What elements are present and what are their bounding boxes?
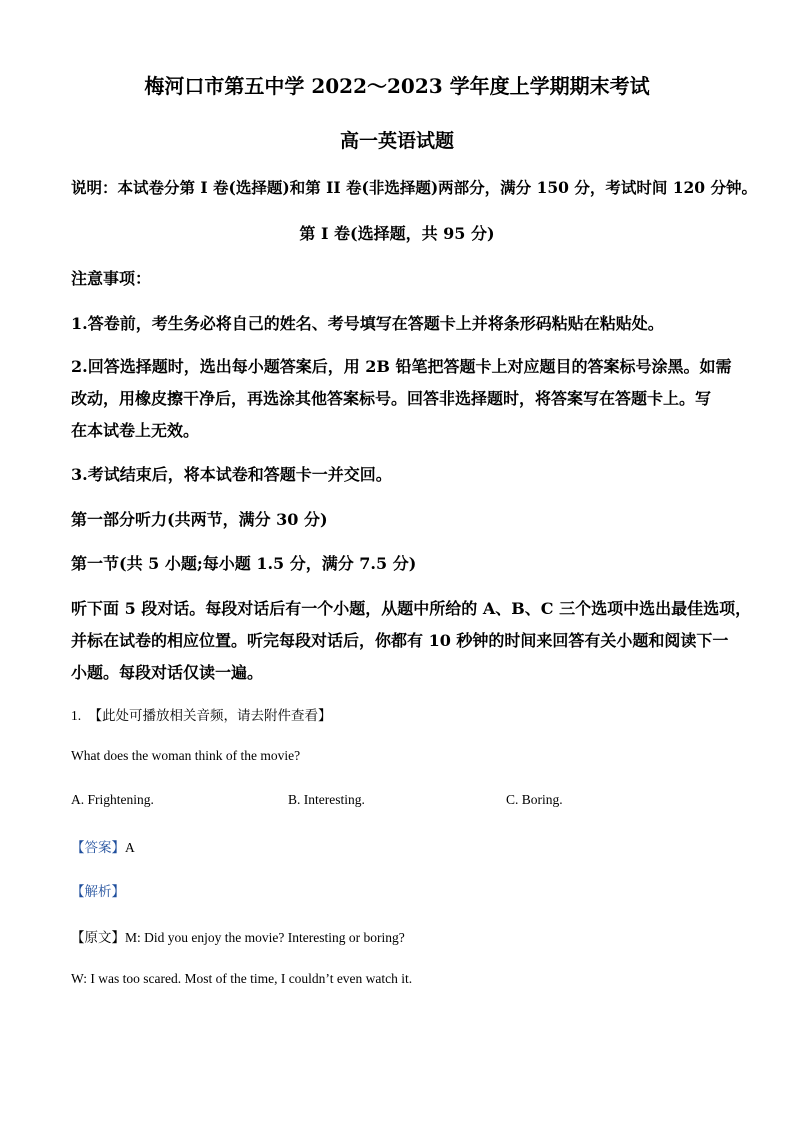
- question-number: 1.: [71, 708, 82, 723]
- exam-note: 说明：本试卷分第 I 卷(选择题)和第 II 卷(非选择题)两部分，满分 150 分，考试时间 120 分钟。: [71, 178, 757, 197]
- attention-item-2-line-2: 改动，用橡皮擦干净后，再选涂其他答案标号。回答非选择题时，将答案写在答题卡上。写: [71, 389, 712, 408]
- option-c: C. Boring.: [506, 792, 563, 807]
- exam-subtitle: 高一英语试题: [339, 130, 454, 152]
- original-m-line: M: Did you enjoy the movie? Interesting or boring?: [125, 930, 405, 945]
- attention-item-2-line-3: 在本试卷上无效。: [71, 421, 200, 440]
- attention-item-1: 1.答卷前，考生务必将自己的姓名、考号填写在答题卡上并将条形码粘贴在粘贴处。: [71, 314, 664, 333]
- volume-title: 第 I 卷(选择题，共 95 分): [299, 224, 495, 243]
- option-a: A. Frightening.: [71, 792, 154, 807]
- question-1-header: [71, 704, 332, 724]
- analysis-label: 【解析】: [71, 884, 125, 899]
- option-b: B. Interesting.: [288, 792, 365, 807]
- original-text-w: W: I was too scared. Most of the time, I couldn’t even watch it.: [71, 971, 413, 986]
- answer-line: [71, 836, 135, 856]
- instructions-line-3: 小题。每段对话仅读一遍。: [71, 663, 264, 682]
- original-text-m: [71, 926, 405, 946]
- attention-heading: 注意事项：: [71, 269, 152, 288]
- original-label: 【原文】: [71, 930, 125, 945]
- exam-title: 梅河口市第五中学 2022～2023 学年度上学期期末考试: [144, 74, 650, 98]
- question-1-stem: What does the woman think of the movie?: [71, 748, 301, 763]
- instructions-line-1: 听下面 5 段对话。每段对话后有一个小题，从题中所给的 A、B、C 三个选项中选出最佳选项，: [71, 599, 752, 618]
- instructions-line-2: 并标在试卷的相应位置。听完每段对话后，你都有 10 秒钟的时间来回答有关小题和阅读下一: [71, 631, 729, 650]
- answer-value: A: [125, 840, 135, 855]
- attention-item-2-line-1: 2.回答选择题时，选出每小题答案后，用 2B 铅笔把答题卡上对应题目的答案标号涂黑。如需: [71, 357, 732, 376]
- attention-item-3: 3.考试结束后，将本试卷和答题卡一并交回。: [71, 465, 392, 484]
- audio-note: 【此处可播放相关音频，请去附件查看】: [88, 708, 332, 723]
- part-one-heading: 第一部分听力(共两节，满分 30 分): [71, 510, 328, 529]
- answer-label: 【答案】: [71, 840, 125, 855]
- section-one-heading: 第一节(共 5 小题;每小题 1.5 分，满分 7.5 分): [71, 554, 417, 573]
